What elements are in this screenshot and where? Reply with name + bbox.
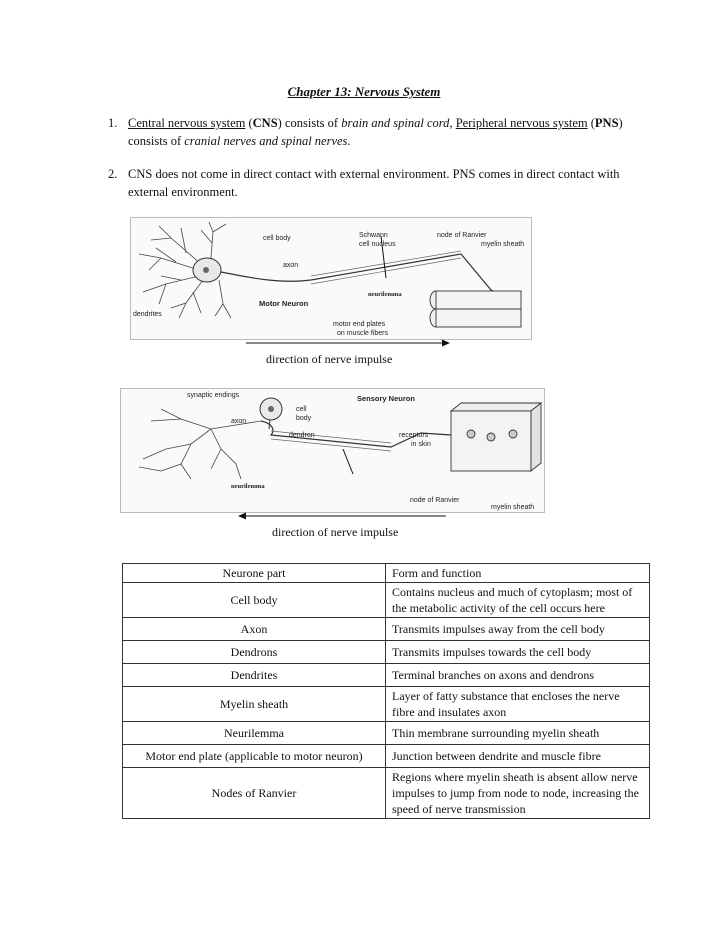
pns-parts: cranial nerves and spinal nerves: [184, 134, 348, 148]
label-sensory-axon: axon: [231, 418, 247, 425]
label-myelin-sheath: myelin sheath: [481, 241, 525, 248]
label-motor-end-plates: motor end plates: [333, 321, 386, 328]
table-cell-function: Transmits impulses away from the cell body: [386, 618, 650, 641]
table-cell-function: Layer of fatty substance that encloses the nerve fibre and insulates axon: [386, 687, 650, 722]
pns-abbr: PNS: [594, 116, 619, 130]
label-sensory-neurilemma: neurilemma: [231, 483, 265, 490]
point-2: [108, 165, 628, 201]
table-cell-part: Cell body: [123, 583, 386, 618]
table-header-row: [123, 564, 650, 583]
label-in-skin: in skin: [411, 441, 431, 448]
motor-direction-label: direction of nerve impulse: [266, 352, 393, 366]
label-on-muscle-fibers: on muscle fibers: [337, 330, 388, 337]
point-number: 1.: [108, 116, 118, 130]
table-cell-part: Axon: [123, 618, 386, 641]
skin-block: [451, 403, 541, 471]
direction-arrow-right: [244, 338, 452, 348]
label-motor-neuron: Motor Neuron: [259, 299, 309, 308]
table-header: Neurone part: [123, 564, 386, 583]
table-row: [123, 618, 650, 641]
table-cell-function: Terminal branches on axons and dendrons: [386, 664, 650, 687]
label-sensory-myelin-sheath: myelin sheath: [491, 504, 535, 511]
table-cell-part: Nodes of Ranvier: [123, 768, 386, 819]
neurone-parts-table: [122, 563, 650, 819]
table-row: [123, 722, 650, 745]
label-cell: cell: [296, 406, 307, 413]
table-row: [123, 664, 650, 687]
label-cell-nucleus: cell nucleus: [359, 241, 396, 248]
table-cell-function: Junction between dendrite and muscle fibre: [386, 745, 650, 768]
table-cell-function: Transmits impulses towards the cell body: [386, 641, 650, 664]
table-row: [123, 768, 650, 819]
point-text: CNS does not come in direct contact with external environment. PNS comes in direct contact with external environment.: [128, 167, 620, 199]
table-cell-part: Motor end plate (applicable to motor neuron): [123, 745, 386, 768]
table-cell-part: Myelin sheath: [123, 687, 386, 722]
motor-neuron-figure: [130, 217, 532, 340]
table-cell-function: Regions where myelin sheath is absent allow nerve impulses to jump from node to node, increasing the speed of nerve transmission: [386, 768, 650, 819]
label-axon: axon: [283, 262, 299, 269]
label-sensory-node-of-ranvier: node of Ranvier: [410, 497, 460, 504]
point-text: Central nervous system (CNS) consists of brain and spinal cord, Peripheral nervous system (PNS) consists of cranial nerves and spinal nerves.: [128, 116, 623, 148]
cns-parts: brain and spinal cord: [341, 116, 450, 130]
label-cell-body: cell body: [263, 235, 291, 242]
table-header: Form and function: [386, 564, 650, 583]
label-sensory-neuron: Sensory Neuron: [357, 394, 415, 403]
table-cell-part: Dendrites: [123, 664, 386, 687]
sensory-neuron-figure: [120, 388, 545, 513]
table-cell-function: Contains nucleus and much of cytoplasm; most of the metabolic activity of the cell occurs here: [386, 583, 650, 618]
table-cell-function: Thin membrane surrounding myelin sheath: [386, 722, 650, 745]
motor-neuron-diagram: [131, 218, 531, 339]
sensory-neuron-diagram: [121, 389, 544, 512]
cns-term: Central nervous system: [128, 116, 246, 130]
table-row: [123, 745, 650, 768]
table-row: [123, 687, 650, 722]
label-synaptic-endings: synaptic endings: [187, 392, 240, 399]
point-number: 2.: [108, 167, 118, 181]
table-cell-part: Dendrons: [123, 641, 386, 664]
label-schwann: Schwann: [359, 232, 388, 239]
table-row: [123, 641, 650, 664]
sensory-neurilemma-pointer: [343, 449, 353, 474]
page-title: Chapter 13: Nervous System: [287, 84, 441, 99]
muscle-fibers: [430, 291, 521, 327]
nucleus-shape: [203, 267, 209, 273]
label-receptors: receptors: [399, 432, 429, 439]
table-cell-part: Neurilemma: [123, 722, 386, 745]
label-dendron: dendron: [289, 432, 315, 439]
cns-abbr: CNS: [252, 116, 278, 130]
point-1: [108, 114, 628, 150]
sensory-nucleus-shape: [268, 406, 274, 412]
pns-term: Peripheral nervous system: [455, 116, 588, 130]
direction-arrow-left: [236, 511, 448, 521]
label-dendrites: dendrites: [133, 311, 162, 318]
label-body: body: [296, 415, 312, 422]
label-neurilemma: neurilemma: [368, 291, 402, 298]
sensory-direction-label: direction of nerve impulse: [272, 525, 399, 539]
table-row: [123, 583, 650, 618]
label-node-of-ranvier: node of Ranvier: [437, 232, 487, 239]
